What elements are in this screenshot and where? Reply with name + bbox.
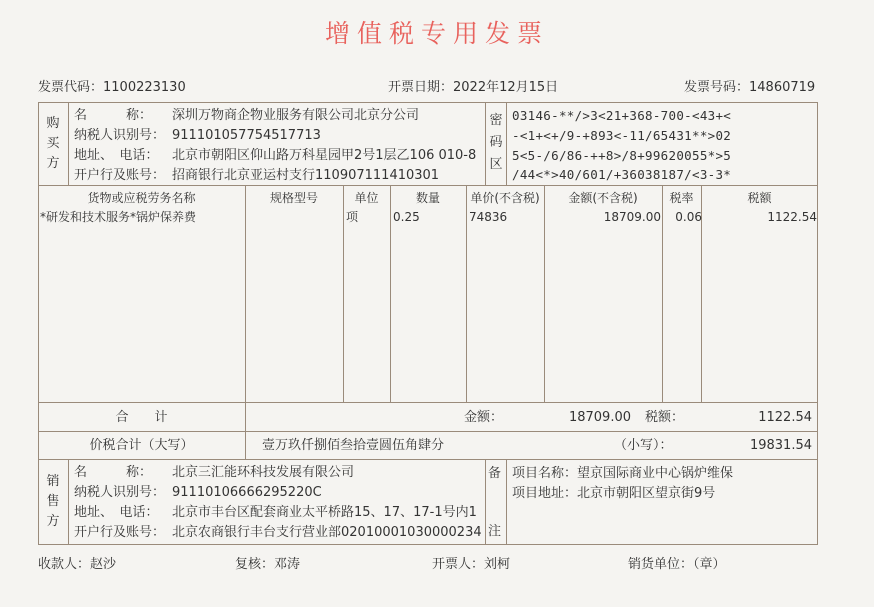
total-tax-label: 税额： [645,410,685,425]
cipher-side-char: 区 [489,157,503,172]
item-rate: 0.06 [675,210,702,224]
buyer-tax-label: 纳税人识别号： [74,128,166,143]
invoice-code-value: 1100223130 [103,80,186,95]
buyer-side-char: 购 [46,116,60,131]
divider [245,185,246,402]
buyer-name: 深圳万物商企物业服务有限公司北京分公司 [172,108,420,123]
item-amount: 18709.00 [603,210,661,224]
seller-bank-label: 开户行及账号： [74,525,166,540]
divider [68,102,69,185]
seller-side-char: 销 [46,474,60,489]
divider [68,459,69,545]
seller-side-char: 方 [46,514,60,529]
seller-addr-label: 地址、 电话： [74,505,159,520]
col-header-rate: 税率 [669,191,694,205]
col-header-spec: 规格型号 [269,191,318,205]
seller-stamp: （章） [693,557,726,572]
divider [343,185,344,402]
cipher-side-char: 密 [489,113,503,128]
total-label: 合 计 [115,410,168,425]
buyer-tax-id: 911101057754517713 [172,128,321,143]
remark-address-value: 北京市朝阳区望京街9号 [577,486,716,501]
payee-label: 收款人： [38,557,91,572]
invoice-title: 增值税专用发票 [324,19,549,48]
cipher-side-label [487,110,505,176]
item-unit: 项 [346,210,359,224]
invoice-number-label: 发票号码： [684,80,750,95]
divider [245,402,246,459]
col-header-qty: 数量 [415,191,440,205]
total-amount-label: 金额： [464,410,504,425]
remark-project [512,466,733,482]
remark-side-char: 注 [488,524,502,539]
grand-total-label: 价税合计（大写） [89,438,194,453]
col-header-price: 单价(不含税) [470,191,540,205]
cipher-line: /44<*>40/601/+36038187/<3-3* [512,167,732,182]
buyer-side-char: 买 [46,136,60,151]
invoice-number-value: 14860719 [749,80,816,95]
remark-project-value: 望京国际商业中心锅炉维保 [577,466,734,481]
invoice-number [684,76,815,95]
seller-name-label: 名 称： [74,465,153,480]
buyer-bank-label: 开户行及账号： [74,168,166,183]
remark-side-char: 备 [488,466,502,481]
remark-project-label: 项目名称： [512,466,578,481]
grand-total-lower: 19831.54 [749,438,812,453]
col-header-name: 货物或应税劳务名称 [87,191,196,205]
item-price: 74836 [469,210,508,224]
drawer-label: 开票人： [432,557,485,572]
buyer-name-label: 名 称： [74,108,153,123]
footer-seller [628,557,726,573]
invoice-date-label: 开票日期： [388,80,454,95]
item-tax: 1122.54 [767,210,817,224]
col-header-amount: 金额(不含税) [568,191,638,205]
item-name: *研发和技术服务*锅炉保养费 [40,210,197,224]
buyer-side-char: 方 [46,156,60,171]
footer-reviewer [235,557,300,573]
invoice-date [388,76,558,95]
footer-drawer [432,557,510,573]
divider [390,185,391,402]
buyer-addr-label: 地址、 电话： [74,148,159,163]
seller-unit-label: 销货单位： [628,557,694,572]
drawer-value: 刘柯 [484,557,511,572]
divider [485,459,486,545]
payee-value: 赵沙 [90,557,117,572]
seller-bank: 北京农商银行丰台支行营业部02010001030000234 [172,525,482,540]
cipher-line: 03146-**/>3<21+368-700-<43+< [512,108,732,123]
buyer-addr: 北京市朝阳区仰山路万科星园甲2号1层乙106 010-8 [172,148,477,163]
divider [38,402,818,403]
cipher-line: 5<5-/6/86-++8>/8+99620055*>5 [512,148,732,163]
total-tax: 1122.54 [758,410,812,425]
invoice-code-label: 发票代码： [38,80,104,95]
total-amount: 18709.00 [568,410,631,425]
buyer-bank: 招商银行北京亚运村支行110907111410301 [172,168,440,183]
grand-total-upper: 壹万玖仟捌佰叁拾壹圆伍角肆分 [262,438,445,453]
seller-name: 北京三汇能环科技发展有限公司 [172,465,355,480]
grand-total-lower-label: （小写）： [614,438,673,453]
divider [506,102,507,185]
seller-addr: 北京市丰台区配套商业太平桥路15、17、17-1号内1 [172,505,477,520]
item-qty: 0.25 [393,210,420,224]
invoice-code [38,76,186,95]
col-header-unit: 单位 [354,191,379,205]
divider [38,431,818,432]
divider [506,459,507,545]
reviewer-value: 邓涛 [274,557,301,572]
remark-address [512,486,715,502]
col-header-tax: 税额 [747,191,772,205]
invoice-date-value: 2022年12月15日 [453,80,559,95]
seller-side-label [44,472,62,532]
divider [466,185,467,402]
divider [38,459,818,460]
divider [485,102,486,185]
seller-tax-label: 纳税人识别号： [74,485,166,500]
cipher-line: -<1+<+/9-+893<-11/65431**>02 [512,128,732,143]
footer-payee [38,557,116,573]
cipher-side-char: 码 [489,135,503,150]
reviewer-label: 复核： [235,557,275,572]
seller-side-char: 售 [46,494,60,509]
seller-tax-id: 91110106666295220C [172,485,322,500]
remark-address-label: 项目地址： [512,486,578,501]
buyer-side-label [44,114,62,174]
